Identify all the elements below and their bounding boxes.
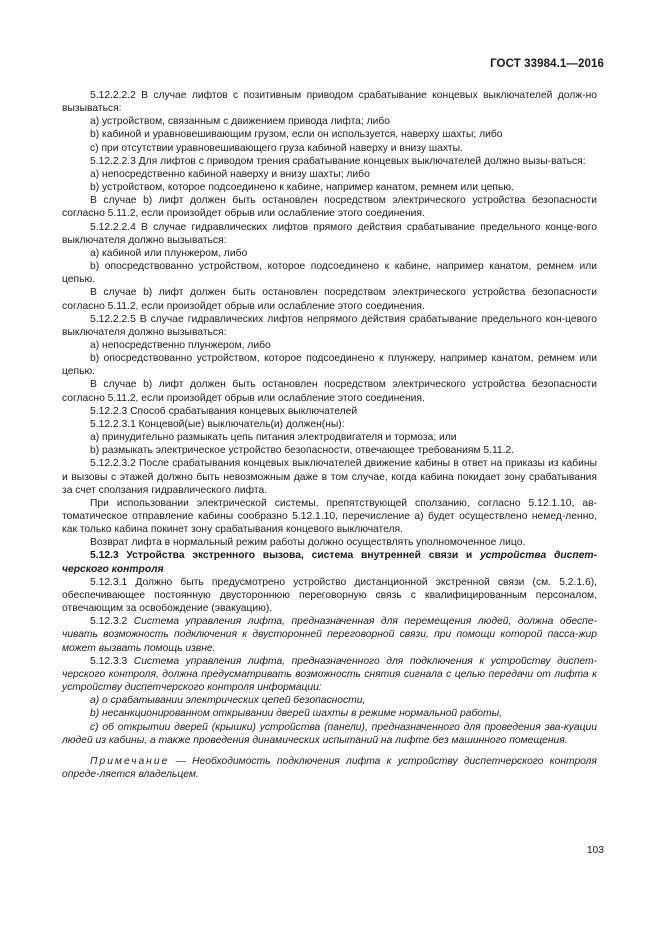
list-item: c) об открытии дверей (крышки) устройства (панели), предназначенного для проведения эва-куации людей из кабины, а также проведения динамических испытаний на лифте без машинного помещения. xyxy=(62,721,597,746)
list-item: b) кабиной и уравновешивающим грузом, если он используется, наверху шахты; либо xyxy=(90,129,503,141)
paragraph: Возврат лифта в нормальный режим работы должно осуществлять уполномоченное лицо. xyxy=(90,537,526,549)
paragraph xyxy=(62,655,597,694)
paragraph: 5.12.3.1 Должно быть предусмотрено устройство дистанционной экстренной связи (см. 5.2.1.6), обеспечивающее постоянную двустороннюю переговорную связь с квалифицированным персоналом, отвечающим за освобождение (эвакуацию). xyxy=(62,576,597,615)
paragraph: 5.12.2.3.2 После срабатывания концевых выключателей движение кабины в ответ на приказы из кабины и вызовы с этажей должно быть невозможным даже в том случае, когда кабина покидает зону срабатывания за счет сползания гидравлического лифта. xyxy=(62,458,597,496)
section-number: 5.12.3 xyxy=(90,550,119,562)
note-label: Примечание xyxy=(90,755,170,767)
paragraph: В случае b) лифт должен быть остановлен посредством электрического устройства безопасности согласно 5.11.2, если произойдет обрыв или ослабление этого соединения. xyxy=(62,379,597,404)
paragraph: 5.12.2.2.5 В случае гидравлических лифтов непрямого действия срабатывание предельного кон-цевого выключателя должно вызываться: xyxy=(62,313,597,338)
list-item: b) размыкать электрическое устройство безопасности, отвечающее требованиям 5.11.2. xyxy=(90,445,515,457)
section-heading-text: Устройства экстренного вызова, система внутренней связи и xyxy=(118,550,481,562)
list-item: a) устройством, связанным с движением привода лифта; либо xyxy=(90,116,391,128)
list-item: a) кабиной или плунжером, либо xyxy=(90,247,248,259)
subsection-title: 5.12.2.3 Способ срабатывания концевых выключателей xyxy=(90,405,358,417)
section-heading xyxy=(62,549,597,575)
list-item: b) несанкционированном открывании дверей шахты в режиме нормальной работы, xyxy=(90,708,503,720)
standard-header: ГОСТ 33984.1—2016 xyxy=(490,58,604,70)
paragraph: При использовании электрической системы, препятствующей сползанию, согласно 5.12.1.10, ав-томатическое отправление кабины сообразно 5.12.1.10, перечисление а) будет осуществлено немед-ленно, как только кабина покинет зону срабатывания концевого выключателя. xyxy=(62,497,597,536)
list-item: a) непосредственно кабиной наверху и внизу шахты; либо xyxy=(90,168,370,180)
paragraph: 5.12.2.2.3 Для лифтов с приводом трения срабатывание концевых выключателей должно вызы-ваться: xyxy=(90,155,586,167)
page-number: 103 xyxy=(586,845,604,856)
paragraph: В случае b) лифт должен быть остановлен посредством электрического устройства безопасности согласно 5.11.2, если произойдет обрыв или ослабление этого соединения. xyxy=(62,195,597,220)
paragraph: В случае b) лифт должен быть остановлен посредством электрического устройства безопасности согласно 5.11.2, если произойдет обрыв или ослабление этого соединения. xyxy=(62,287,597,312)
paragraph: 5.12.2.3.1 Концевой(ые) выключатель(и) должен(ны): xyxy=(90,418,345,430)
clause-number: 5.12.3.3 xyxy=(90,655,128,667)
note xyxy=(62,755,597,781)
page-body xyxy=(62,89,597,781)
list-item: a) о срабатывании электрических цепей безопасности, xyxy=(90,695,366,707)
paragraph: 5.12.2.2.4 В случае гидравлических лифтов прямого действия срабатывание предельного конце-вого выключателя должно вызываться: xyxy=(62,221,597,246)
clause-number: 5.12.3.2 xyxy=(90,616,128,628)
list-item: b) устройством, которое подсоединено к кабине, например канатом, ремнем или цепью. xyxy=(90,182,514,194)
list-item: c) при отсутствии уравновешивающего груза кабиной наверху и внизу шахты. xyxy=(90,142,463,154)
paragraph xyxy=(62,615,597,654)
note-text: — Необходимость подключения лифта к устройству диспетчерского контроля опреде-ляется владельцем. xyxy=(62,755,597,780)
section-heading-italic-text: устройства диспет-черского контроля xyxy=(62,550,597,575)
list-item: b) опосредствованно устройством, которое подсоединено к кабине, например канатом, ремнем или цепью. xyxy=(62,261,597,286)
paragraph: 5.12.2.2.2 В случае лифтов с позитивным приводом срабатывание концевых выключателей долж-но вызываться: xyxy=(62,90,597,115)
list-item: a) принудительно размыкать цепь питания электродвигателя и тормоза; или xyxy=(90,432,457,444)
list-item: b) опосредствованно устройством, которое подсоединено к плунжеру, например канатом, ремнем или цепью. xyxy=(62,353,597,378)
clause-text: Система управления лифта, предназначенного для подключения к устройству диспет-черского контроля, должна предусматривать возможность снятия сигнала с целью передачи от лифта к устройству диспетчерского контроля информации: xyxy=(62,655,597,694)
list-item: a) непосредственно плунжером, либо xyxy=(90,339,271,351)
clause-text: Система управления лифта, предназначенная для перемещения людей, должна обеспе-чивать возможность подключения к двусторонней переговорной связи, при помощи которой пасса-жир может вызвать помощь извне. xyxy=(62,616,597,654)
